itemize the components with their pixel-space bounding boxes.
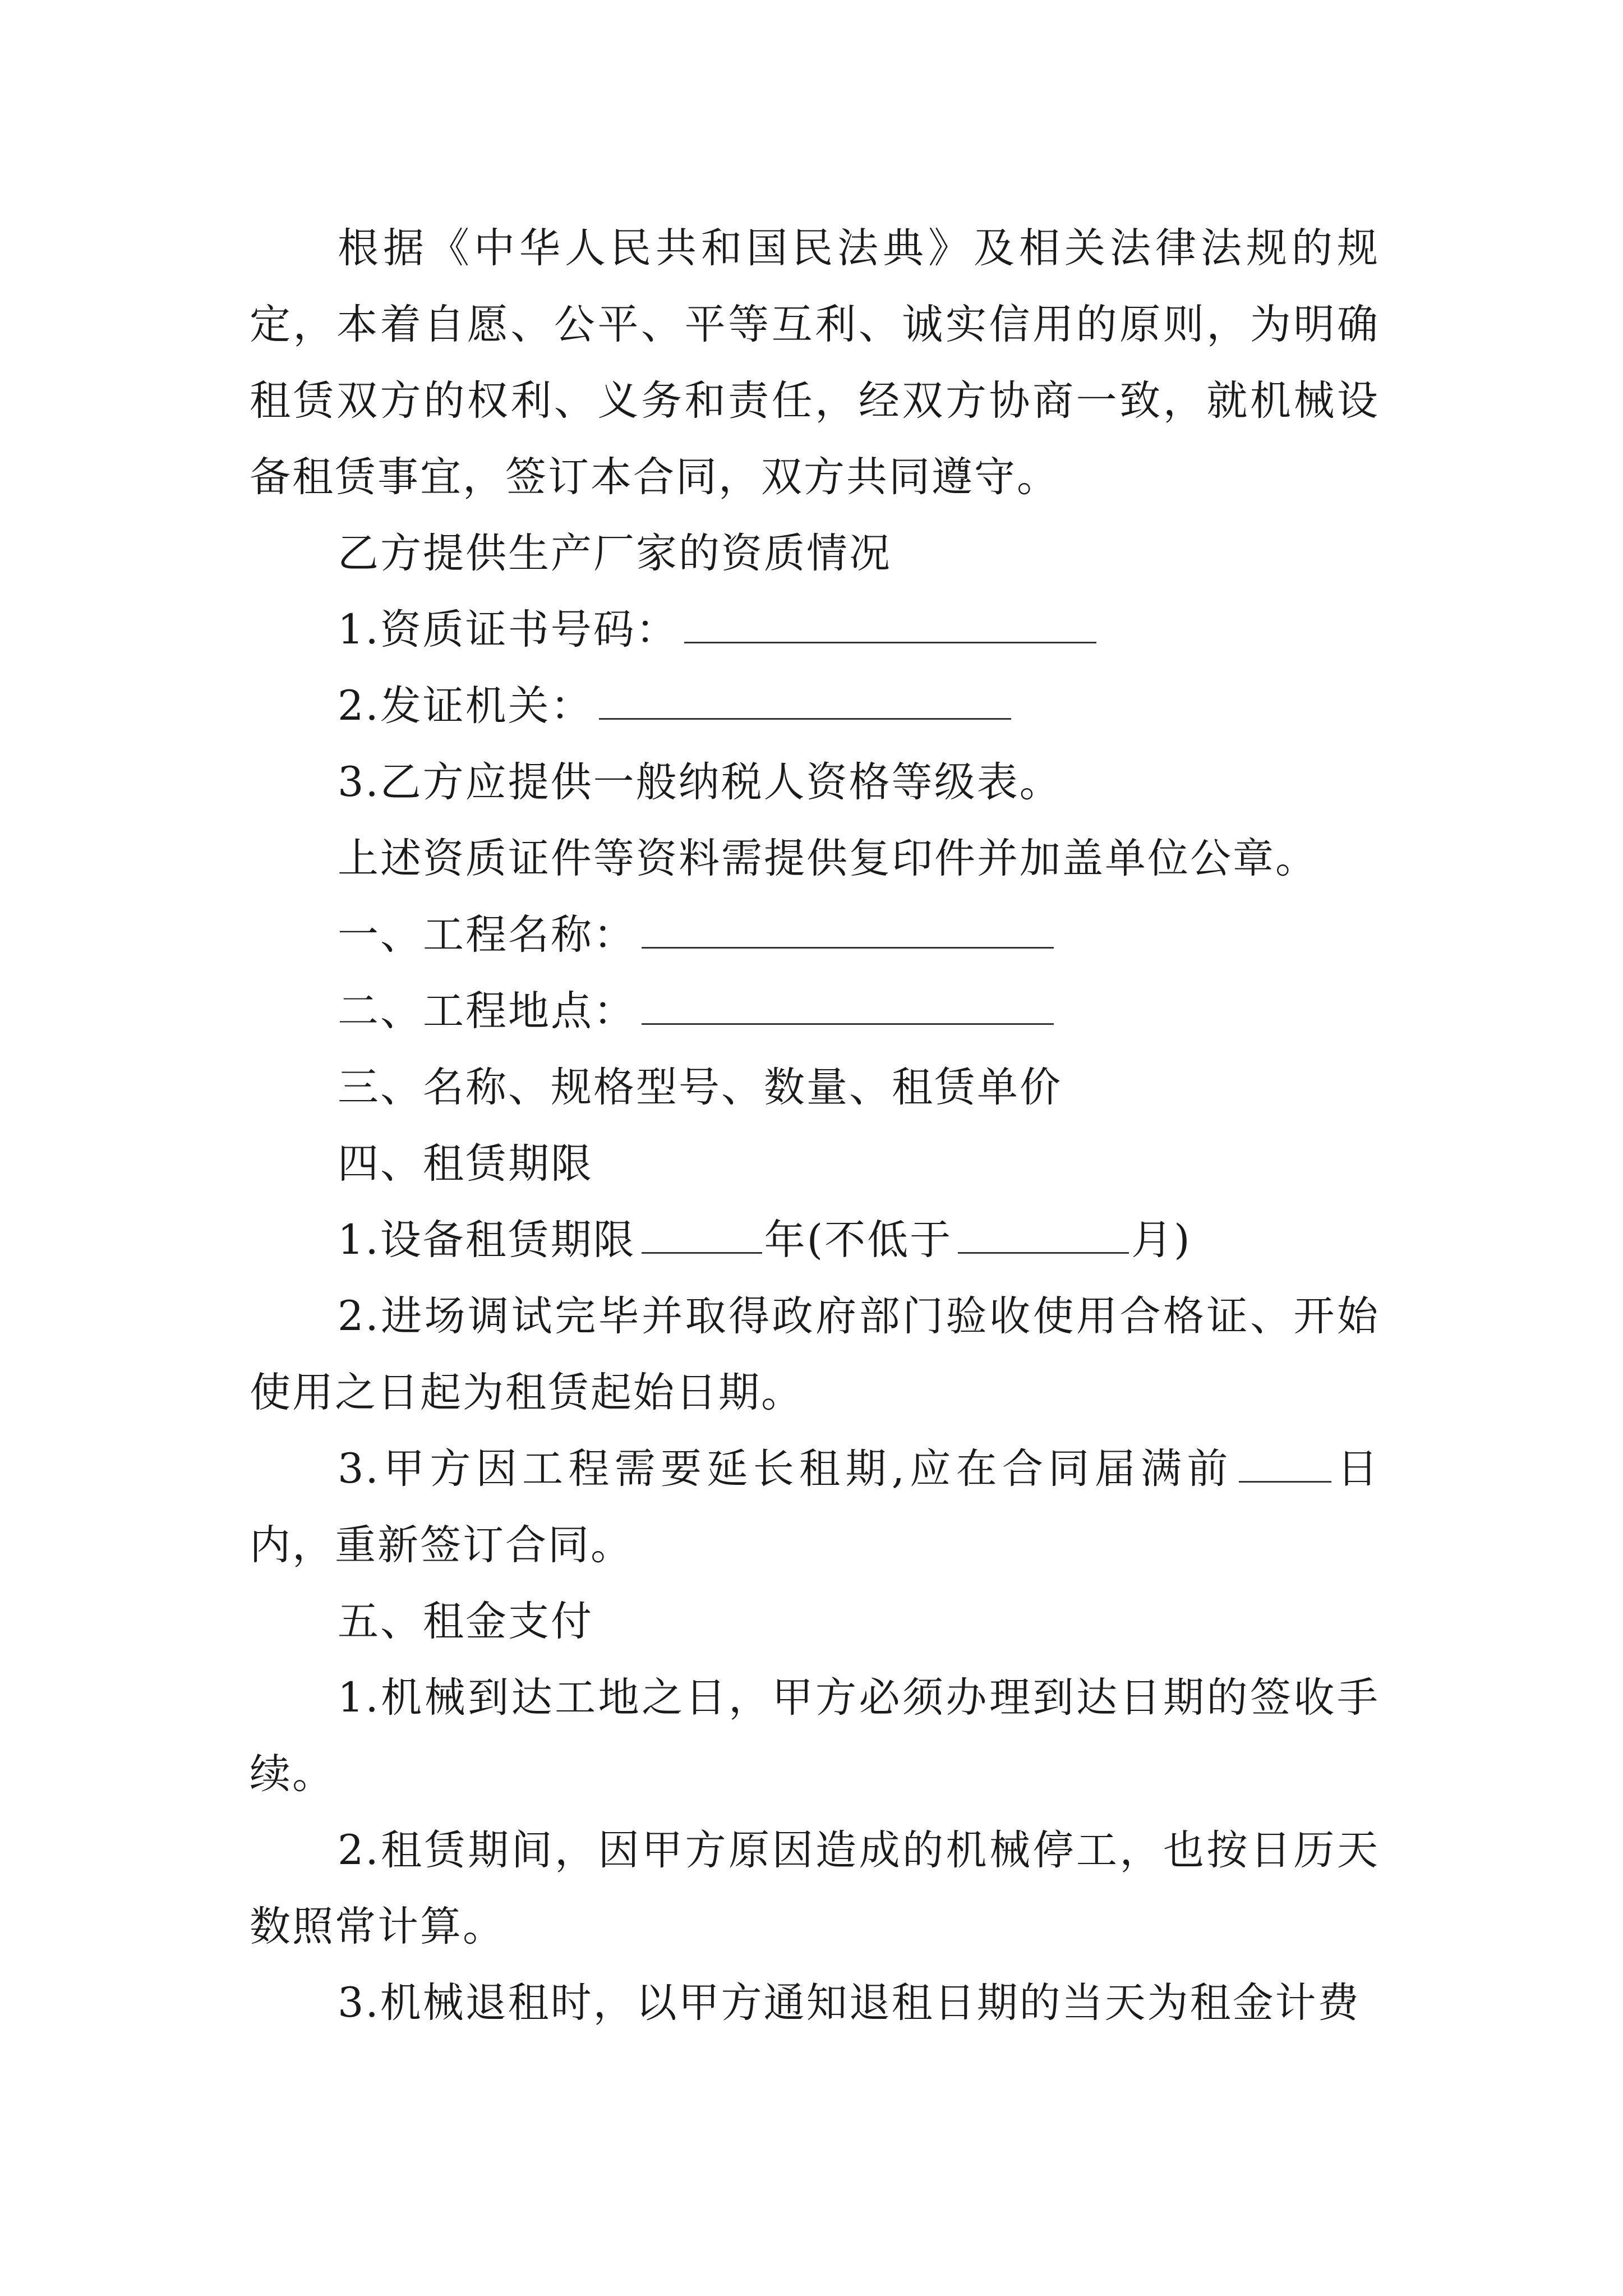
section-5-heading: 五、租金支付 [338,1598,593,1645]
project-location-label: 二、工程地点： [338,987,636,1035]
section-4-heading: 四、租赁期限 [338,1140,593,1188]
term-item-3-suffix: 日内，重新签订合同。 [250,1445,1380,1569]
project-location-line [250,973,1380,1050]
project-name-blank [642,912,1054,949]
section-3-heading: 三、名称、规格型号、数量、租赁单价 [338,1064,1062,1111]
cert-number-line [250,592,1380,668]
term-item-1-suffix: 月) [1131,1216,1192,1264]
issuer-line [250,668,1380,744]
project-name-line [250,897,1380,973]
term-item-3 [250,1431,1380,1584]
payment-item-3: 3.机械退租时，以甲方通知退租日期的当天为租金计费 [338,1979,1361,2027]
term-years-blank [642,1217,762,1254]
intro-paragraph: 根据《中华人民共和国民法典》及相关法律法规的规定，本着自愿、公平、平等互利、诚实信用的原则，为明确租赁双方的权利、义务和责任，经双方协商一致，就机械设备租赁事宜，签订本合同，双方共同遵守。 [250,224,1380,501]
payment-item-2: 2.租赁期间，因甲方原因造成的机械停工，也按日历天数照常计算。 [250,1826,1380,1950]
term-months-blank [958,1217,1129,1254]
issuer-blank [599,683,1011,720]
project-name-label: 一、工程名称： [338,911,636,959]
term-item-1-prefix: 1.设备租赁期限 [338,1216,636,1264]
qualification-heading: 乙方提供生产厂家的资质情况 [338,530,892,577]
cert-number-label: 1.资质证书号码： [338,606,679,654]
payment-item-1: 1.机械到达工地之日，甲方必须办理到达日期的签收手续。 [250,1674,1380,1798]
cert-number-blank [684,607,1096,643]
term-item-1-mid: 年(不低于 [764,1216,953,1264]
issuer-label: 2.发证机关： [338,682,593,730]
term-item-3-prefix: 3.甲方因工程需要延长租期,应在合同届满前 [338,1445,1233,1493]
taxpayer-item: 3.乙方应提供一般纳税人资格等级表。 [338,758,1062,806]
extension-days-blank [1239,1446,1331,1483]
document-body [250,210,1380,2041]
copies-note: 上述资质证件等资料需提供复印件并加盖单位公章。 [338,835,1318,882]
term-item-2: 2.进场调试完毕并取得政府部门验收使用合格证、开始使用之日起为租赁起始日期。 [250,1292,1380,1416]
term-item-1 [250,1202,1380,1278]
project-location-blank [642,988,1054,1025]
